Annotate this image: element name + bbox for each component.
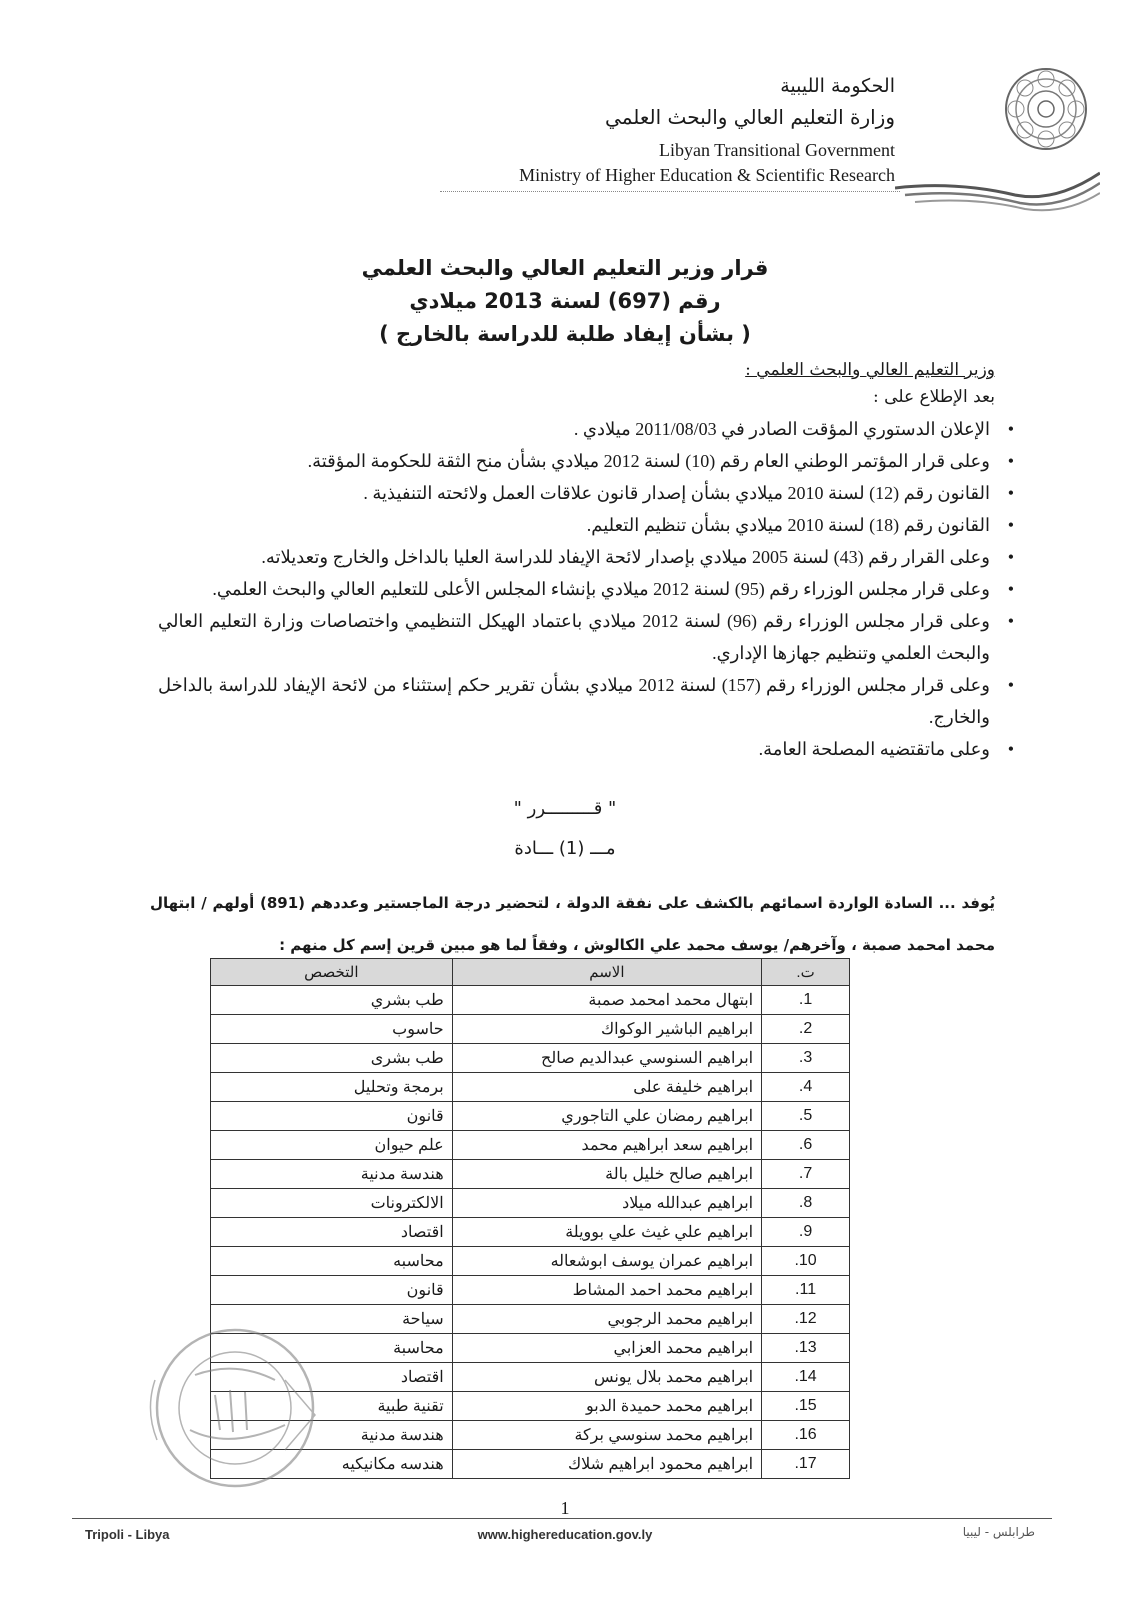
specialization: حاسوب <box>211 1015 453 1044</box>
footer-divider <box>72 1518 1052 1519</box>
government-name-ar: الحكومة الليبية <box>780 75 895 97</box>
student-name: ابراهيم الباشير الوكواك <box>452 1015 761 1044</box>
row-number: 13. <box>762 1334 850 1363</box>
table-row <box>211 1189 850 1218</box>
specialization: طب بشري <box>211 986 453 1015</box>
list-item: • الإعلان الدستوري المؤقت الصادر في 2011/08/03 ميلادي . <box>158 413 1018 445</box>
row-number: 8. <box>762 1189 850 1218</box>
table-row <box>211 1247 850 1276</box>
student-name: ابراهيم رمضان علي التاجوري <box>452 1102 761 1131</box>
table-header-row <box>211 959 850 986</box>
table-row <box>211 1102 850 1131</box>
specialization: برمجة وتحليل <box>211 1073 453 1102</box>
header-spec: التخصص <box>211 959 453 986</box>
row-number: 11. <box>762 1276 850 1305</box>
specialization: هندسه مكانيكيه <box>211 1450 453 1479</box>
letterhead <box>440 55 1100 205</box>
table-row <box>211 1218 850 1247</box>
list-item: • القانون رقم (18) لسنة 2010 ميلادي بشأن تنظيم التعليم. <box>158 509 1018 541</box>
article-heading: مـــ (1) ـــادة <box>514 838 616 859</box>
specialization: الالكترونات <box>211 1189 453 1218</box>
decree-title <box>0 252 1130 351</box>
student-name: ابتهال محمد امحمد صمبة <box>452 986 761 1015</box>
specialization: قانون <box>211 1102 453 1131</box>
list-item: • وعلى القرار رقم (43) لسنة 2005 ميلادي بإصدار لائحة الإيفاد للدراسة العليا بالداخل والخارج وتعديلاته. <box>158 541 1018 573</box>
student-name: ابراهيم محمد احمد المشاط <box>452 1276 761 1305</box>
specialization: قانون <box>211 1276 453 1305</box>
table-row <box>211 1160 850 1189</box>
decree-subject: ( بشأن إيفاد طلبة للدراسة بالخارج ) <box>379 322 751 346</box>
table-row <box>211 1044 850 1073</box>
specialization: علم حيوان <box>211 1131 453 1160</box>
ministry-logo-icon <box>1002 65 1090 153</box>
specialization: اقتصاد <box>211 1218 453 1247</box>
specialization: محاسبه <box>211 1247 453 1276</box>
student-name: ابراهيم محمد العزابي <box>452 1334 761 1363</box>
table-row <box>211 1073 850 1102</box>
student-name: ابراهيم عبدالله ميلاد <box>452 1189 761 1218</box>
row-number: 1. <box>762 986 850 1015</box>
row-number: 12. <box>762 1305 850 1334</box>
decree-title-line1: قرار وزير التعليم العالي والبحث العلمي <box>361 256 769 280</box>
student-name: ابراهيم محمد بلال يونس <box>452 1363 761 1392</box>
student-name: ابراهيم خليفة على <box>452 1073 761 1102</box>
specialization: سياحة <box>211 1305 453 1334</box>
row-number: 10. <box>762 1247 850 1276</box>
student-name: ابراهيم عمران يوسف ابوشعاله <box>452 1247 761 1276</box>
table-row <box>211 1276 850 1305</box>
student-name: ابراهيم سعد ابراهيم محمد <box>452 1131 761 1160</box>
student-name: ابراهيم محمود ابراهيم شلاك <box>452 1450 761 1479</box>
list-item: • وعلى ماتقتضيه المصلحة العامة. <box>158 733 1018 765</box>
decision-heading: " قـــــــــرر " <box>513 798 617 819</box>
specialization: اقتصاد <box>211 1363 453 1392</box>
list-item: • وعلى قرار المؤتمر الوطني العام رقم (10) لسنة 2012 ميلادي بشأن منح الثقة للحكومة المؤقتة. <box>158 445 1018 477</box>
specialization: محاسبة <box>211 1334 453 1363</box>
minister-heading: وزير التعليم العالي والبحث العلمي : <box>745 360 995 380</box>
specialization: هندسة مدنية <box>211 1160 453 1189</box>
government-name-en: Libyan Transitional Government <box>659 140 895 160</box>
table-row <box>211 986 850 1015</box>
official-stamp <box>135 1320 340 1490</box>
row-number: 6. <box>762 1131 850 1160</box>
ministry-name-ar: وزارة التعليم العالي والبحث العلمي <box>605 105 895 129</box>
specialization: هندسة مدنية <box>211 1421 453 1450</box>
list-item: • وعلى قرار مجلس الوزراء رقم (157) لسنة 2012 ميلادي بشأن تقرير حكم إستثناء من لائحة الإيفاد للدراسة بالداخل والخارج. <box>158 669 1018 733</box>
page-number: 1 <box>560 1498 570 1518</box>
header-divider <box>440 191 900 192</box>
specialization: تقنية طبية <box>211 1392 453 1421</box>
row-number: 7. <box>762 1160 850 1189</box>
article-text: يُوفد ... السادة الواردة اسمائهم بالكشف على نفقة الدولة ، لتحضير درجة الماجستير وعددهم (891) أولهم / ابتهال محمد امحمد صمبة ، وآخرهم/ يوسف محمد علي الكالوش ، وفقاً لما هو مبين قرين إسم كل منهم : <box>150 894 995 954</box>
header-name: الاسم <box>452 959 761 986</box>
row-number: 2. <box>762 1015 850 1044</box>
row-number: 17. <box>762 1450 850 1479</box>
table-row <box>211 1131 850 1160</box>
list-item: • القانون رقم (12) لسنة 2010 ميلادي بشأن إصدار قانون علاقات العمل ولائحته التنفيذية . <box>158 477 1018 509</box>
row-number: 14. <box>762 1363 850 1392</box>
student-name: ابراهيم محمد الرجوبي <box>452 1305 761 1334</box>
ministry-name-en: Ministry of Higher Education & Scientific Research <box>519 165 895 185</box>
student-name: ابراهيم صالح خليل بالة <box>452 1160 761 1189</box>
row-number: 15. <box>762 1392 850 1421</box>
footer-website: www.highereducation.gov.ly <box>477 1527 653 1542</box>
list-item: • وعلى قرار مجلس الوزراء رقم (95) لسنة 2012 ميلادي بإنشاء المجلس الأعلى للتعليم العالي والبحث العلمي. <box>158 573 1018 605</box>
row-number: 5. <box>762 1102 850 1131</box>
specialization: طب بشرى <box>211 1044 453 1073</box>
student-name: ابراهيم السنوسي عبدالديم صالح <box>452 1044 761 1073</box>
after-review-heading: بعد الإطلاع على : <box>873 387 995 407</box>
student-name: ابراهيم محمد حميدة الدبو <box>452 1392 761 1421</box>
row-number: 4. <box>762 1073 850 1102</box>
row-number: 16. <box>762 1421 850 1450</box>
considerations-list <box>158 413 1018 765</box>
header-num: ت. <box>762 959 850 986</box>
student-name: ابراهيم علي غيث علي بوويلة <box>452 1218 761 1247</box>
decree-number: رقم (697) لسنة 2013 ميلادي <box>409 289 721 313</box>
row-number: 3. <box>762 1044 850 1073</box>
row-number: 9. <box>762 1218 850 1247</box>
student-name: ابراهيم محمد سنوسي بركة <box>452 1421 761 1450</box>
footer-city-ar: طرابلس - ليبيا <box>962 1525 1035 1539</box>
header-book-wave-icon <box>895 143 1100 213</box>
table-row <box>211 1015 850 1044</box>
footer-city-en: Tripoli - Libya <box>85 1527 170 1542</box>
list-item: • وعلى قرار مجلس الوزراء رقم (96) لسنة 2012 ميلادي باعتماد الهيكل التنظيمي واختصاصات وزارة التعليم العالي والبحث العلمي وتنظيم جهازها الإداري. <box>158 605 1018 669</box>
